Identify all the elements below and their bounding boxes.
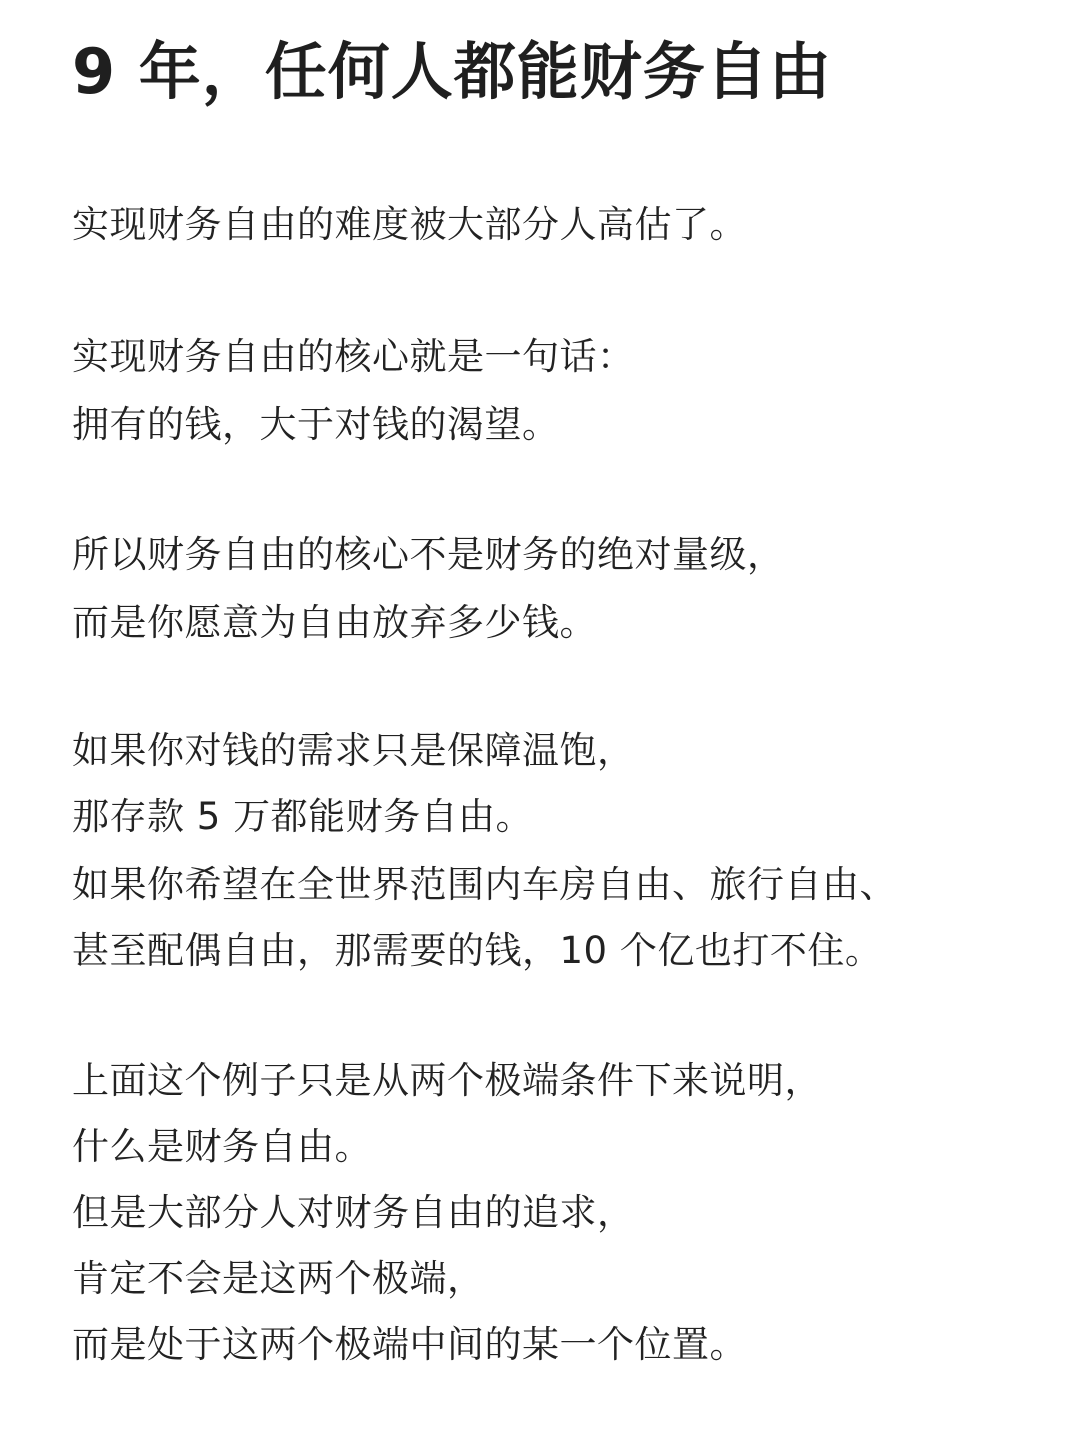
article-title: 9 年，任何人都能财务自由 [72,35,832,108]
paragraph-2-line-2: 拥有的钱，大于对钱的渴望。 [72,403,560,446]
paragraph-4-line-2: 那存款 5 万都能财务自由。 [72,795,534,838]
paragraph-1-line-1: 实现财务自由的难度被大部分人高估了。 [72,203,747,246]
paragraph-3-line-1: 所以财务自由的核心不是财务的绝对量级， [72,533,785,576]
paragraph-5-line-5: 而是处于这两个极端中间的某一个位置。 [72,1323,747,1366]
paragraph-2-line-1: 实现财务自由的核心就是一句话： [72,335,635,378]
paragraph-4-line-1: 如果你对钱的需求只是保障温饱， [72,729,635,772]
paragraph-3-line-2: 而是你愿意为自由放弃多少钱。 [72,601,597,644]
paragraph-4-line-3: 如果你希望在全世界范围内车房自由、旅行自由、 [72,863,897,906]
paragraph-5-line-1: 上面这个例子只是从两个极端条件下来说明， [72,1059,822,1102]
paragraph-5-line-3: 但是大部分人对财务自由的追求， [72,1191,635,1234]
paragraph-5-line-4: 肯定不会是这两个极端， [72,1257,485,1300]
paragraph-5-line-2: 什么是财务自由。 [72,1125,372,1168]
paragraph-4-line-4: 甚至配偶自由，那需要的钱，10 个亿也打不住。 [72,929,883,972]
